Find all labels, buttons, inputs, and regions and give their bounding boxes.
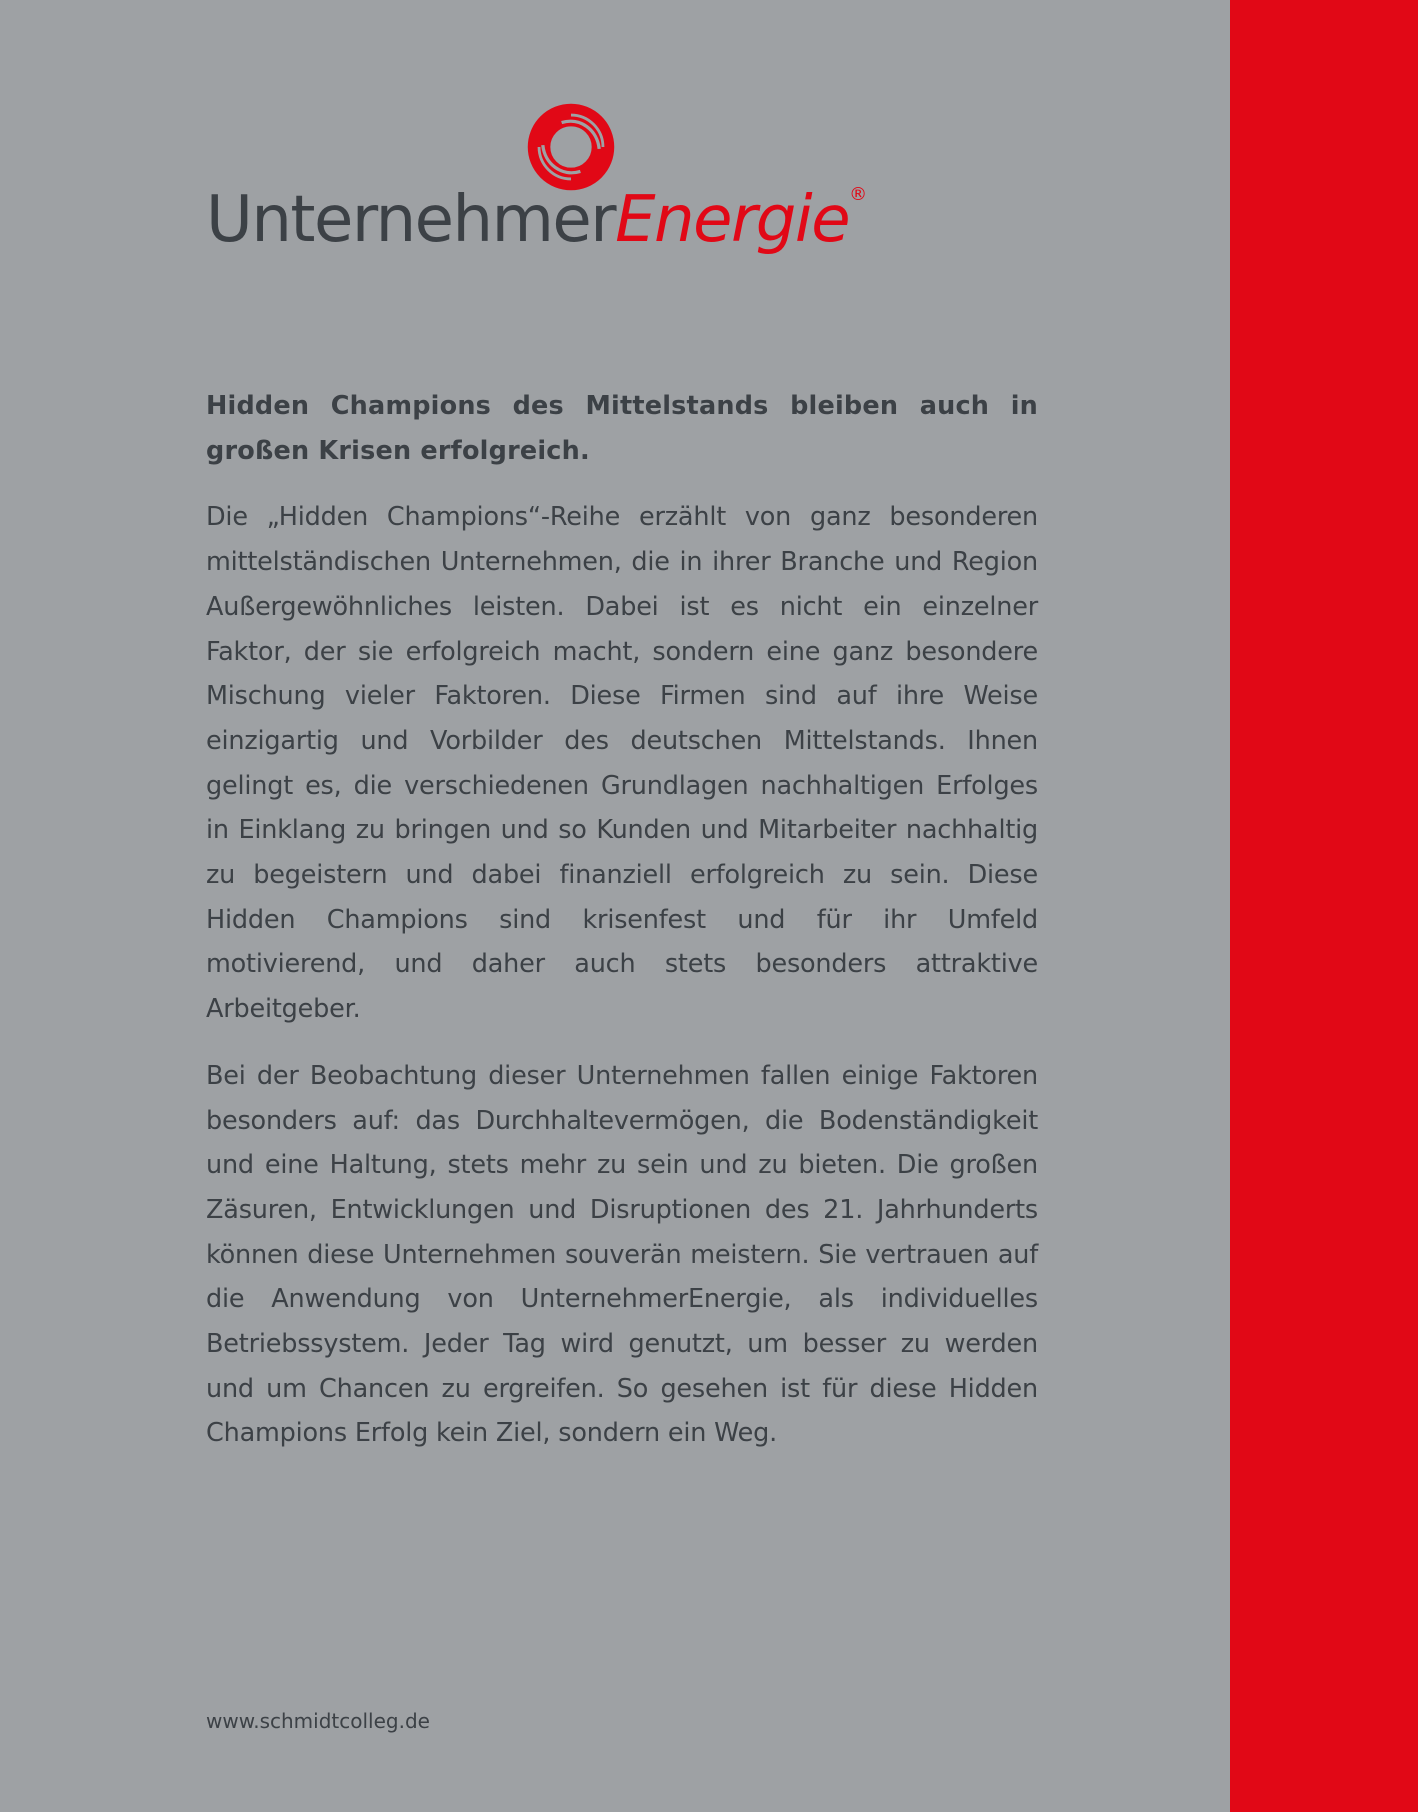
headline: Hidden Champions des Mittelstands bleiben auch in großen Krisen erfolgreich. (206, 391, 1038, 466)
logo-text-dark: Unternehmer (206, 183, 616, 257)
blurb-text (206, 384, 1038, 1478)
logo-text-red: Energie (615, 183, 850, 257)
swirl-ring-logo-icon (524, 100, 618, 194)
red-spine-band (1230, 0, 1418, 1812)
paragraph-2: Bei der Beobachtung dieser Unternehmen fallen einige Faktoren besonders auf: das Durchhaltevermögen, die Bodenständigkeit und eine Haltung, stets mehr zu sein und zu bieten. Die großen Zäsuren, Entwicklungen und Disruptionen des 21. Jahrhunderts können diese Unternehmen souverän meistern. Sie vertrauen auf die Anwendung von UnternehmerEnergie, als individuelles Betriebssystem. Jeder Tag wird genutzt, um besser zu werden und um Chancen zu ergreifen. So gesehen ist für diese Hidden Champions Erfolg kein Ziel, sondern ein Weg. (206, 1060, 1038, 1449)
website-url: www.schmidtcolleg.de (206, 1709, 430, 1733)
paragraph-1: Die „Hidden Champions“-Reihe erzählt von ganz besonderen mittelständischen Unternehmen, die in ihrer Branche und Region Außergewöhnliches leisten. Dabei ist es nicht ein einzelner Faktor, der sie erfolgreich macht, sondern eine ganz besondere Mischung vieler Faktoren. Diese Firmen sind auf ihre Weise einzigartig und Vorbilder des deutschen Mittelstands. Ihnen gelingt es, die verschiedenen Grundlagen nachhaltigen Erfolges in Einklang zu bringen und so Kunden und Mitarbeiter nachhaltig zu begeistern und dabei finanziell erfolgreich zu sein. Diese Hidden Champions sind krisenfest und für ihr Umfeld motivierend, und daher auch stets besonders attraktive Arbeitgeber. (206, 502, 1038, 1025)
unternehmerenergie-logo (206, 100, 868, 280)
logo-wordmark (206, 183, 868, 257)
registered-mark: ® (849, 184, 868, 205)
